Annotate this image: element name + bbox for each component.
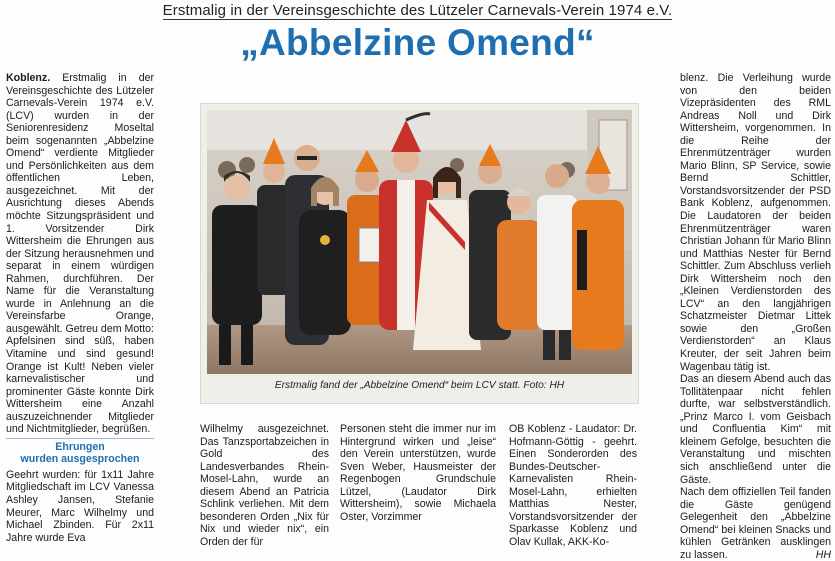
article-column-2: Wilhelmy ausgezeichnet. Das Tanzsportabzeichen in Gold des Landesverbandes Rhein-Mosel-Lahn, wurde an diesem Abend an Patricia Schlink verliehen. Mit dem besonderen Orden „Nix für Nix und wieder nix“, ein Orden der für bbox=[200, 423, 329, 548]
article-column-3: Personen steht die immer nur im Hintergrund wirken und „leise“ den Verein unterstützen, wurde Sven Weber, Hausmeister der Regenbogen Grundschule Lützel, (Laudator Dirk Wittersheim), sowie Michaela Oster, Vorzimmer bbox=[340, 423, 496, 523]
photo-frame bbox=[200, 103, 639, 404]
lead-paragraph: Erstmalig in der Vereinsgeschichte des Lützeler Carnevals-Verein 1974 e.V. (LCV) wurden in der Seniorenresidenz Moseltal beim sogenannten „Abbelzine Omend“ verdiente Mitglieder und Persönlichkeiten aus dem öffentlichen Leben, ausgezeichnet. Mit der Ausrichtung dieses Abends möchte Sitzungspräsident und 1. Vorsitzender Dirk Wittersheim die Ehrungen aus der Sitzung herausnehmen und separat in einem würdigen Rahmen, durchführen. Der Name für die Veranstaltung wurde in Anlehnung an die Vereinsfarbe Orange, ausgewählt. Getreu dem Motto: Apfelsinen sind süß, haben Vitamine und sind gesund! Orange ist Kult! Neben vieler karnevalistischer und prominenter Gäste konnte Dirk Wittersheim eine Anzahl auszuzeichnender Mitglieder und Nichtmitglieder, begrüßen. bbox=[6, 72, 155, 436]
paragraph-honors-start: Geehrt wurden: für 1x11 Jahre Mitgliedschaft im LCV Vanessa Ashley Jansen, Stefanie Meurer, Marc Wilhelmy und Michael Zbinden. Für 2x11 Jahre wurde Eva bbox=[6, 468, 154, 544]
article-column-5: blenz. Die Verleihung wurde von den beiden Vizepräsidenten des RML Andreas Noll und Dirk Wittersheim, vorgenommen. In die Reihe der Ehrenmützenträger wurden Mario Blinn, SP Service, sowie Bernd Schittler, Vorstandsvorsitzender der PSD Bank Koblenz, aufgenommen. Die Laudatoren der beiden Ehrenmützenträger waren Christian Johann für Mario Blinn und Matthias Nester für Bernd Schittler. Zum Abschluss verlieh Dirk Wittersheim noch den „Kleinen Verdienstorden des LCV“ an den langjährigen Schatzmeister Dietmar Littek sowie den „Großen Verdienstorden“ an Klaus Kreuter, der seit Jahren beim Wagenbau tätig ist. Das an diesem Abend auch das Tollitätenpaar nicht fehlen durfte, war selbstverständlich. „Prinz Marco I. vom Geisbach und Confluentia Kim“ mit kleinem Gefolge, besuchten die Veranstaltung und mischten sich anschließend unter die Gäste. Nach dem offiziellen Teil fanden die Gäste genügend Gelegenheit den „Abbelzine Omend“ bei kleinen Snacks und kühlen Getränken ausklingen zu lassen. HH bbox=[680, 72, 831, 561]
author-signature: HH bbox=[815, 548, 831, 561]
article-kicker: Erstmalig in der Vereinsgeschichte des Lützeler Carnevals-Verein 1974 e.V. bbox=[162, 2, 673, 19]
photo-caption: Erstmalig fand der „Abbelzine Omend“ beim LCV statt. Foto: HH bbox=[274, 380, 565, 391]
article-column-1 bbox=[6, 72, 155, 544]
dateline: Koblenz. bbox=[6, 72, 51, 84]
section-subheading: Ehrungen wurden ausgesprochen bbox=[6, 438, 154, 466]
group-photo bbox=[207, 110, 632, 374]
article-headline: „Abbelzine Omend“ bbox=[240, 22, 595, 63]
article-column-4: OB Koblenz - Laudator: Dr. Hofmann-Göttig - geehrt. Einen Sonderorden des Bundes-Deutscher-Karnevalisten Rhein-Mosel-Lahn, erhielten Matthias Nester, Vorstandsvorsitzender der Sparkasse Koblenz und Olav Kullak, AKK-Ko- bbox=[509, 423, 637, 548]
group-photo-illustration bbox=[207, 110, 632, 374]
